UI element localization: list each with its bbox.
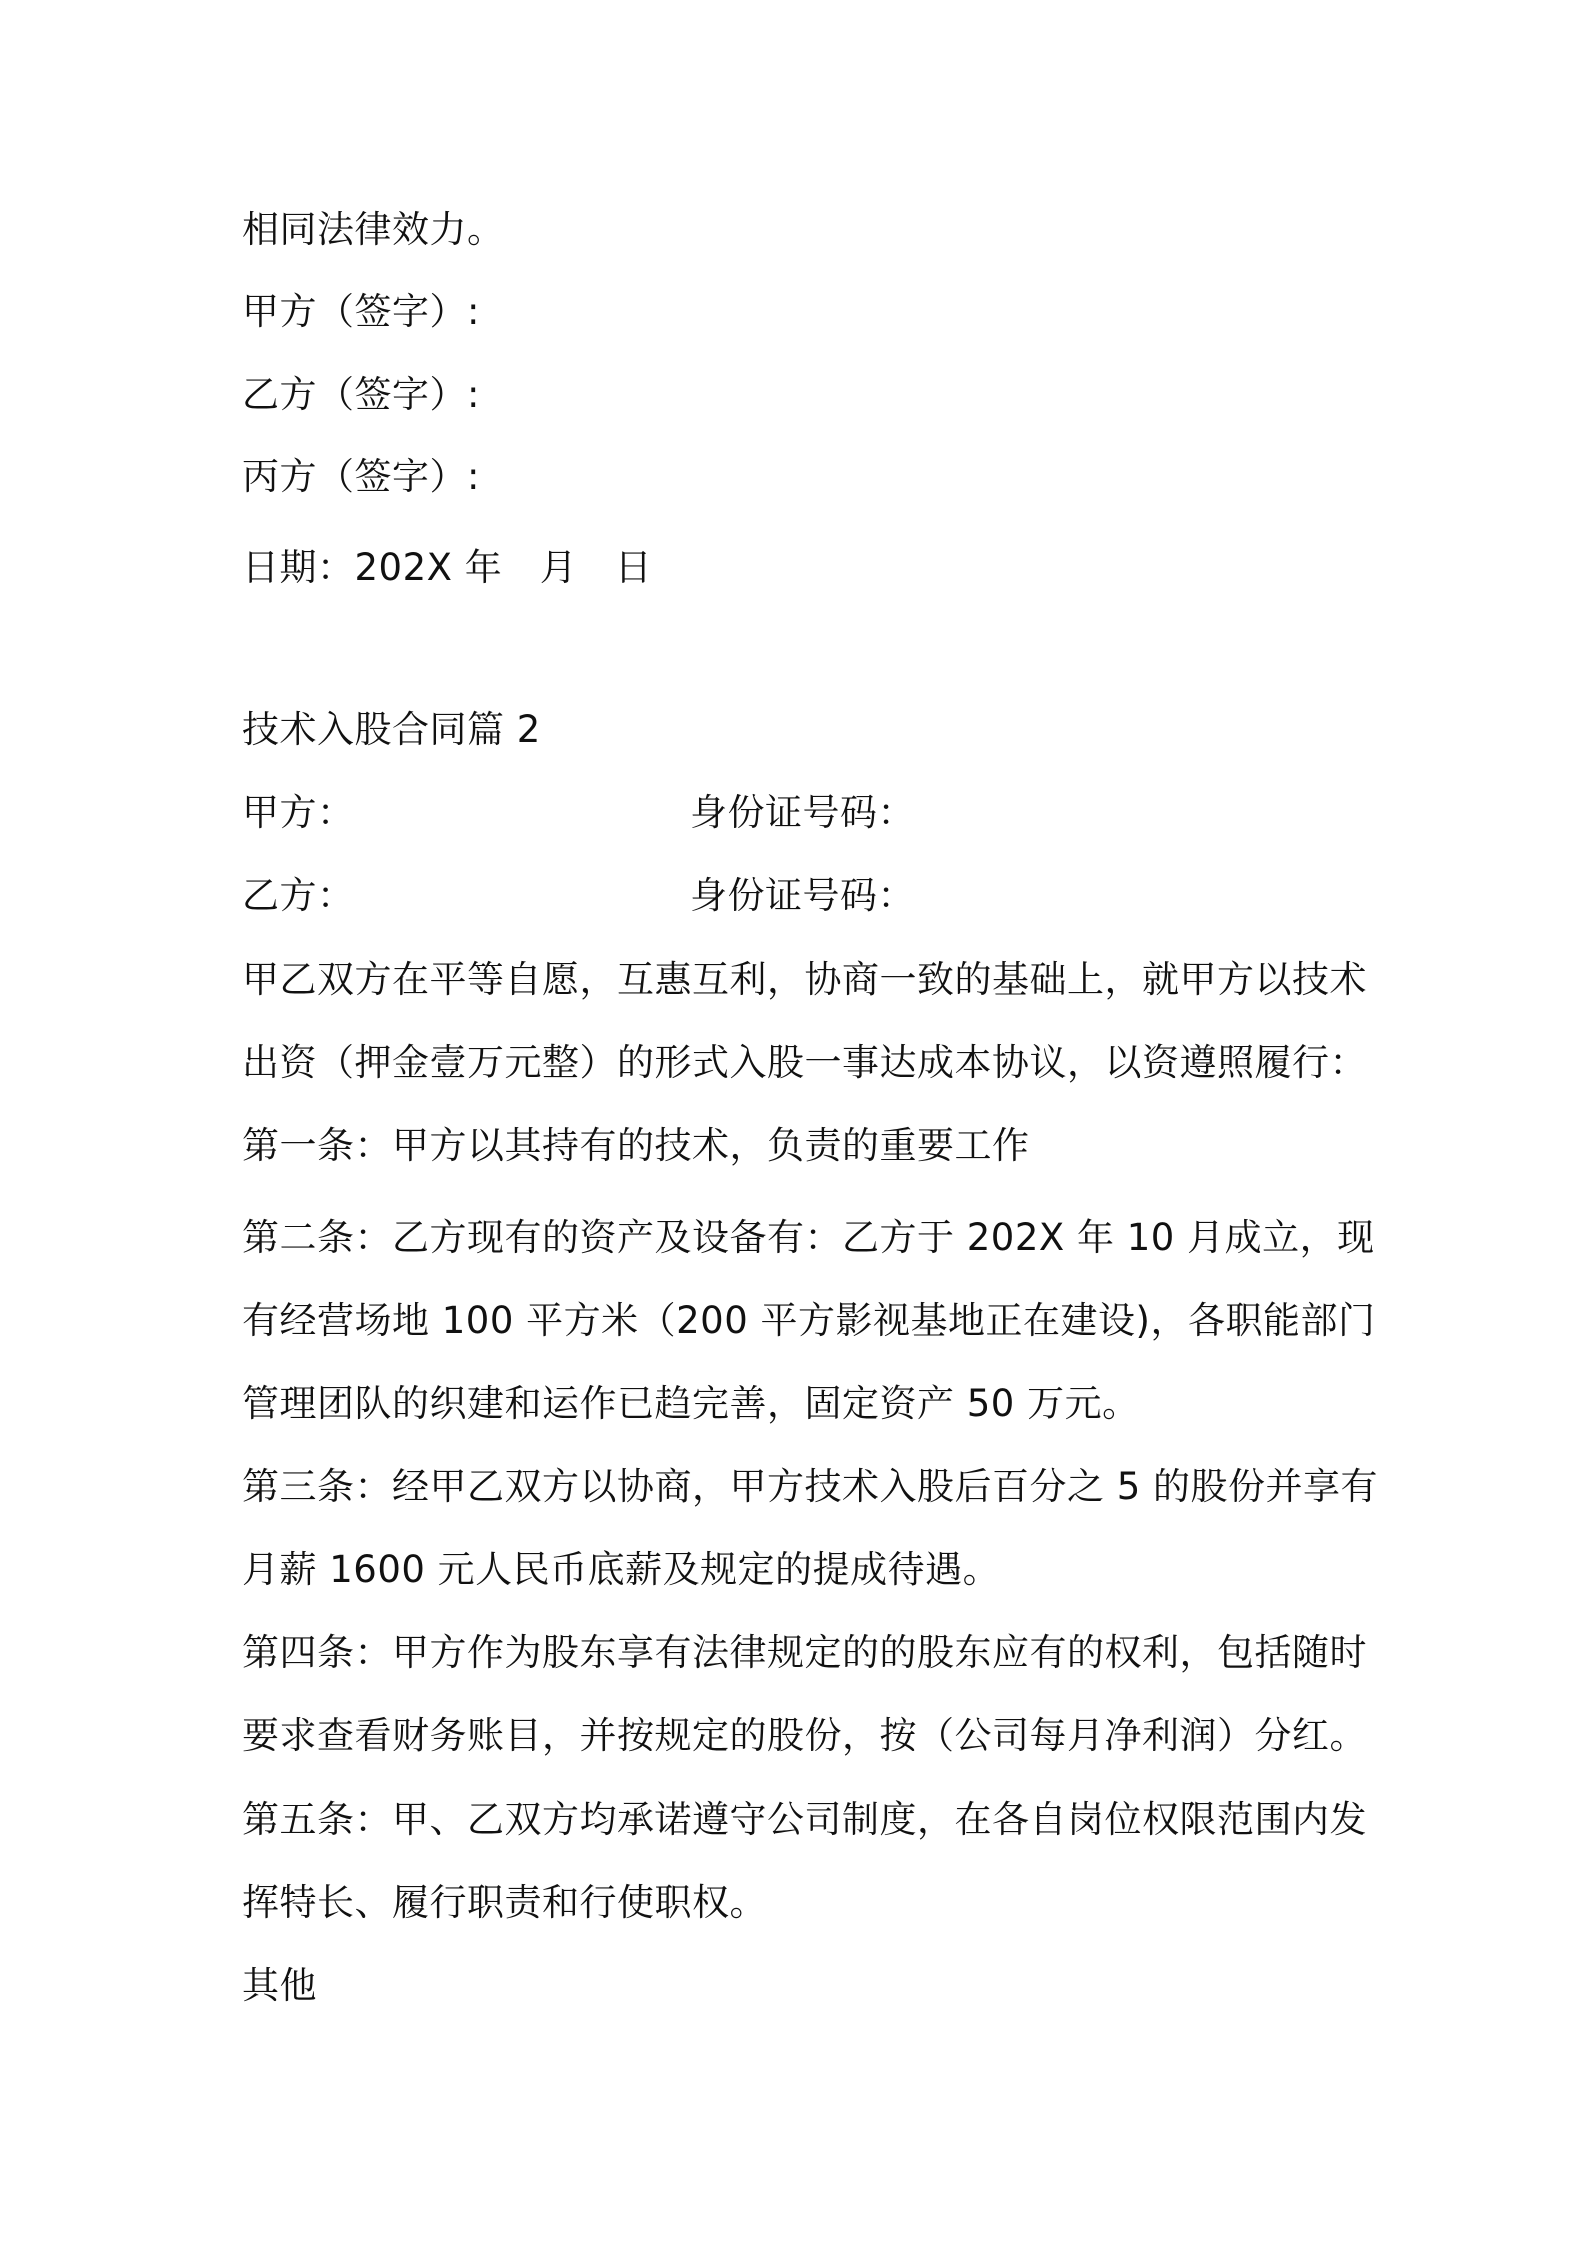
party-b-signature-line: 乙方（签字）: (242, 373, 480, 416)
party-b-label: 乙方： (242, 874, 355, 917)
body-line: 挥特长、履行职责和行使职权。 (242, 1881, 767, 1924)
body-line: 月薪 1600 元人民币底薪及规定的提成待遇。 (242, 1548, 1001, 1591)
continuation-text: 相同法律效力。 (242, 208, 505, 251)
article-1: 第一条：甲方以其持有的技术，负责的重要工作 (242, 1124, 1030, 1167)
article-2: 第二条：乙方现有的资产及设备有：乙方于 202X 年 10 月成立，现 (242, 1216, 1375, 1259)
body-line: 管理团队的织建和运作已趋完善，固定资产 50 万元。 (242, 1382, 1140, 1425)
other-heading: 其他 (242, 1964, 317, 2007)
body-line: 甲乙双方在平等自愿，互惠互利，协商一致的基础上，就甲方以技术 (242, 958, 1367, 1001)
body-line: 要求查看财务账目，并按规定的股份，按（公司每月净利润）分红。 (242, 1714, 1367, 1757)
article-5: 第五条：甲、乙双方均承诺遵守公司制度，在各自岗位权限范围内发 (242, 1798, 1367, 1841)
party-b-id-label: 身份证号码： (690, 874, 915, 917)
date-line: 日期：202X 年 月 日 (242, 546, 653, 589)
party-a-id-label: 身份证号码： (690, 791, 915, 834)
contract-title: 技术入股合同篇 2 (242, 708, 541, 751)
article-3: 第三条：经甲乙双方以协商，甲方技术入股后百分之 5 的股份并享有 (242, 1465, 1379, 1508)
party-c-signature-line: 丙方（签字）: (242, 455, 480, 498)
party-a-label: 甲方： (242, 791, 355, 834)
article-4: 第四条：甲方作为股东享有法律规定的的股东应有的权利，包括随时 (242, 1631, 1367, 1674)
body-line: 出资（押金壹万元整）的形式入股一事达成本协议，以资遵照履行： (242, 1041, 1367, 1084)
party-a-signature-line: 甲方（签字）: (242, 290, 480, 333)
body-line: 有经营场地 100 平方米（200 平方影视基地正在建设)，各职能部门 (242, 1299, 1376, 1342)
